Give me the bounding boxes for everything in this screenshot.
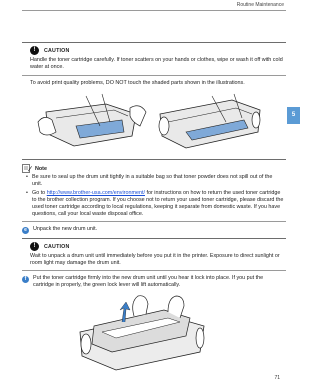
note-item <box>26 190 284 218</box>
chapter-tab-number: 5 <box>291 112 296 118</box>
caution2-bottom-rule <box>22 270 286 271</box>
caution-icon: ! <box>30 242 39 251</box>
caution-top-rule <box>22 42 286 43</box>
note-list <box>26 174 284 220</box>
drum-insertion-illustration <box>72 292 212 374</box>
caution-label: CAUTION <box>44 47 70 54</box>
note-bottom-rule <box>22 221 286 222</box>
running-header: Routine Maintenance <box>236 2 284 8</box>
header-rule <box>22 10 286 11</box>
note-item-prefix: Go to <box>32 190 47 196</box>
toner-cartridge-illustration <box>36 92 266 154</box>
environment-link[interactable]: http://www.brother-usa.com/environment/ <box>46 190 145 196</box>
toner-cartridge-left <box>38 94 146 146</box>
step-text: Unpack the new drum unit. <box>33 226 98 232</box>
caution-bottom-rule <box>22 75 286 76</box>
warning-paragraph: To avoid print quality problems, DO NOT touch the shaded parts shown in the illustrations. <box>30 80 245 86</box>
note-top-rule <box>22 159 286 160</box>
note-icon <box>22 164 32 173</box>
caution-icon: ! <box>30 46 39 55</box>
step-number: f <box>22 276 29 283</box>
note-heading <box>22 164 47 173</box>
step-unpack-drum <box>22 226 284 234</box>
chapter-tab <box>287 107 300 124</box>
caution2-text: Wait to unpack a drum unit until immediately before you put it in the printer. Exposure to direct sunlight or room light may damage the drum unit. <box>30 253 280 266</box>
caution-heading <box>30 46 70 55</box>
note-label: Note <box>35 165 47 172</box>
hand-left <box>133 296 148 316</box>
drum-unit-right <box>159 94 260 148</box>
caution2-heading <box>30 242 70 251</box>
caution2-top-rule <box>22 238 286 239</box>
note-item-suffix: for instructions on how to return the used toner cartridge to the brother collection program. If you choose not to return your used toner cartridge, please discard the used toner cartridge according to local regulations, keeping it separate from domestic waste. If you have questions, call your local waste disposal office. <box>32 190 284 217</box>
drum-with-cartridge <box>80 296 204 370</box>
step-text: Put the toner cartridge firmly into the new drum unit until you hear it lock into place. If you put the cartridge in properly, the green lock lever will lift automatically. <box>33 275 264 288</box>
caution2-label: CAUTION <box>44 243 70 250</box>
step-insert-cartridge <box>22 275 284 289</box>
caution-text: Handle the toner cartridge carefully. If toner scatters on your hands or clothes, wipe or wash it off with cold water at once. <box>30 57 283 70</box>
page-number: 71 <box>274 375 280 381</box>
note-item: • Be sure to seal up the drum unit tightly in a suitable bag so that toner powder does not spill out of the unit. <box>26 174 284 188</box>
step-number: e <box>22 227 29 234</box>
